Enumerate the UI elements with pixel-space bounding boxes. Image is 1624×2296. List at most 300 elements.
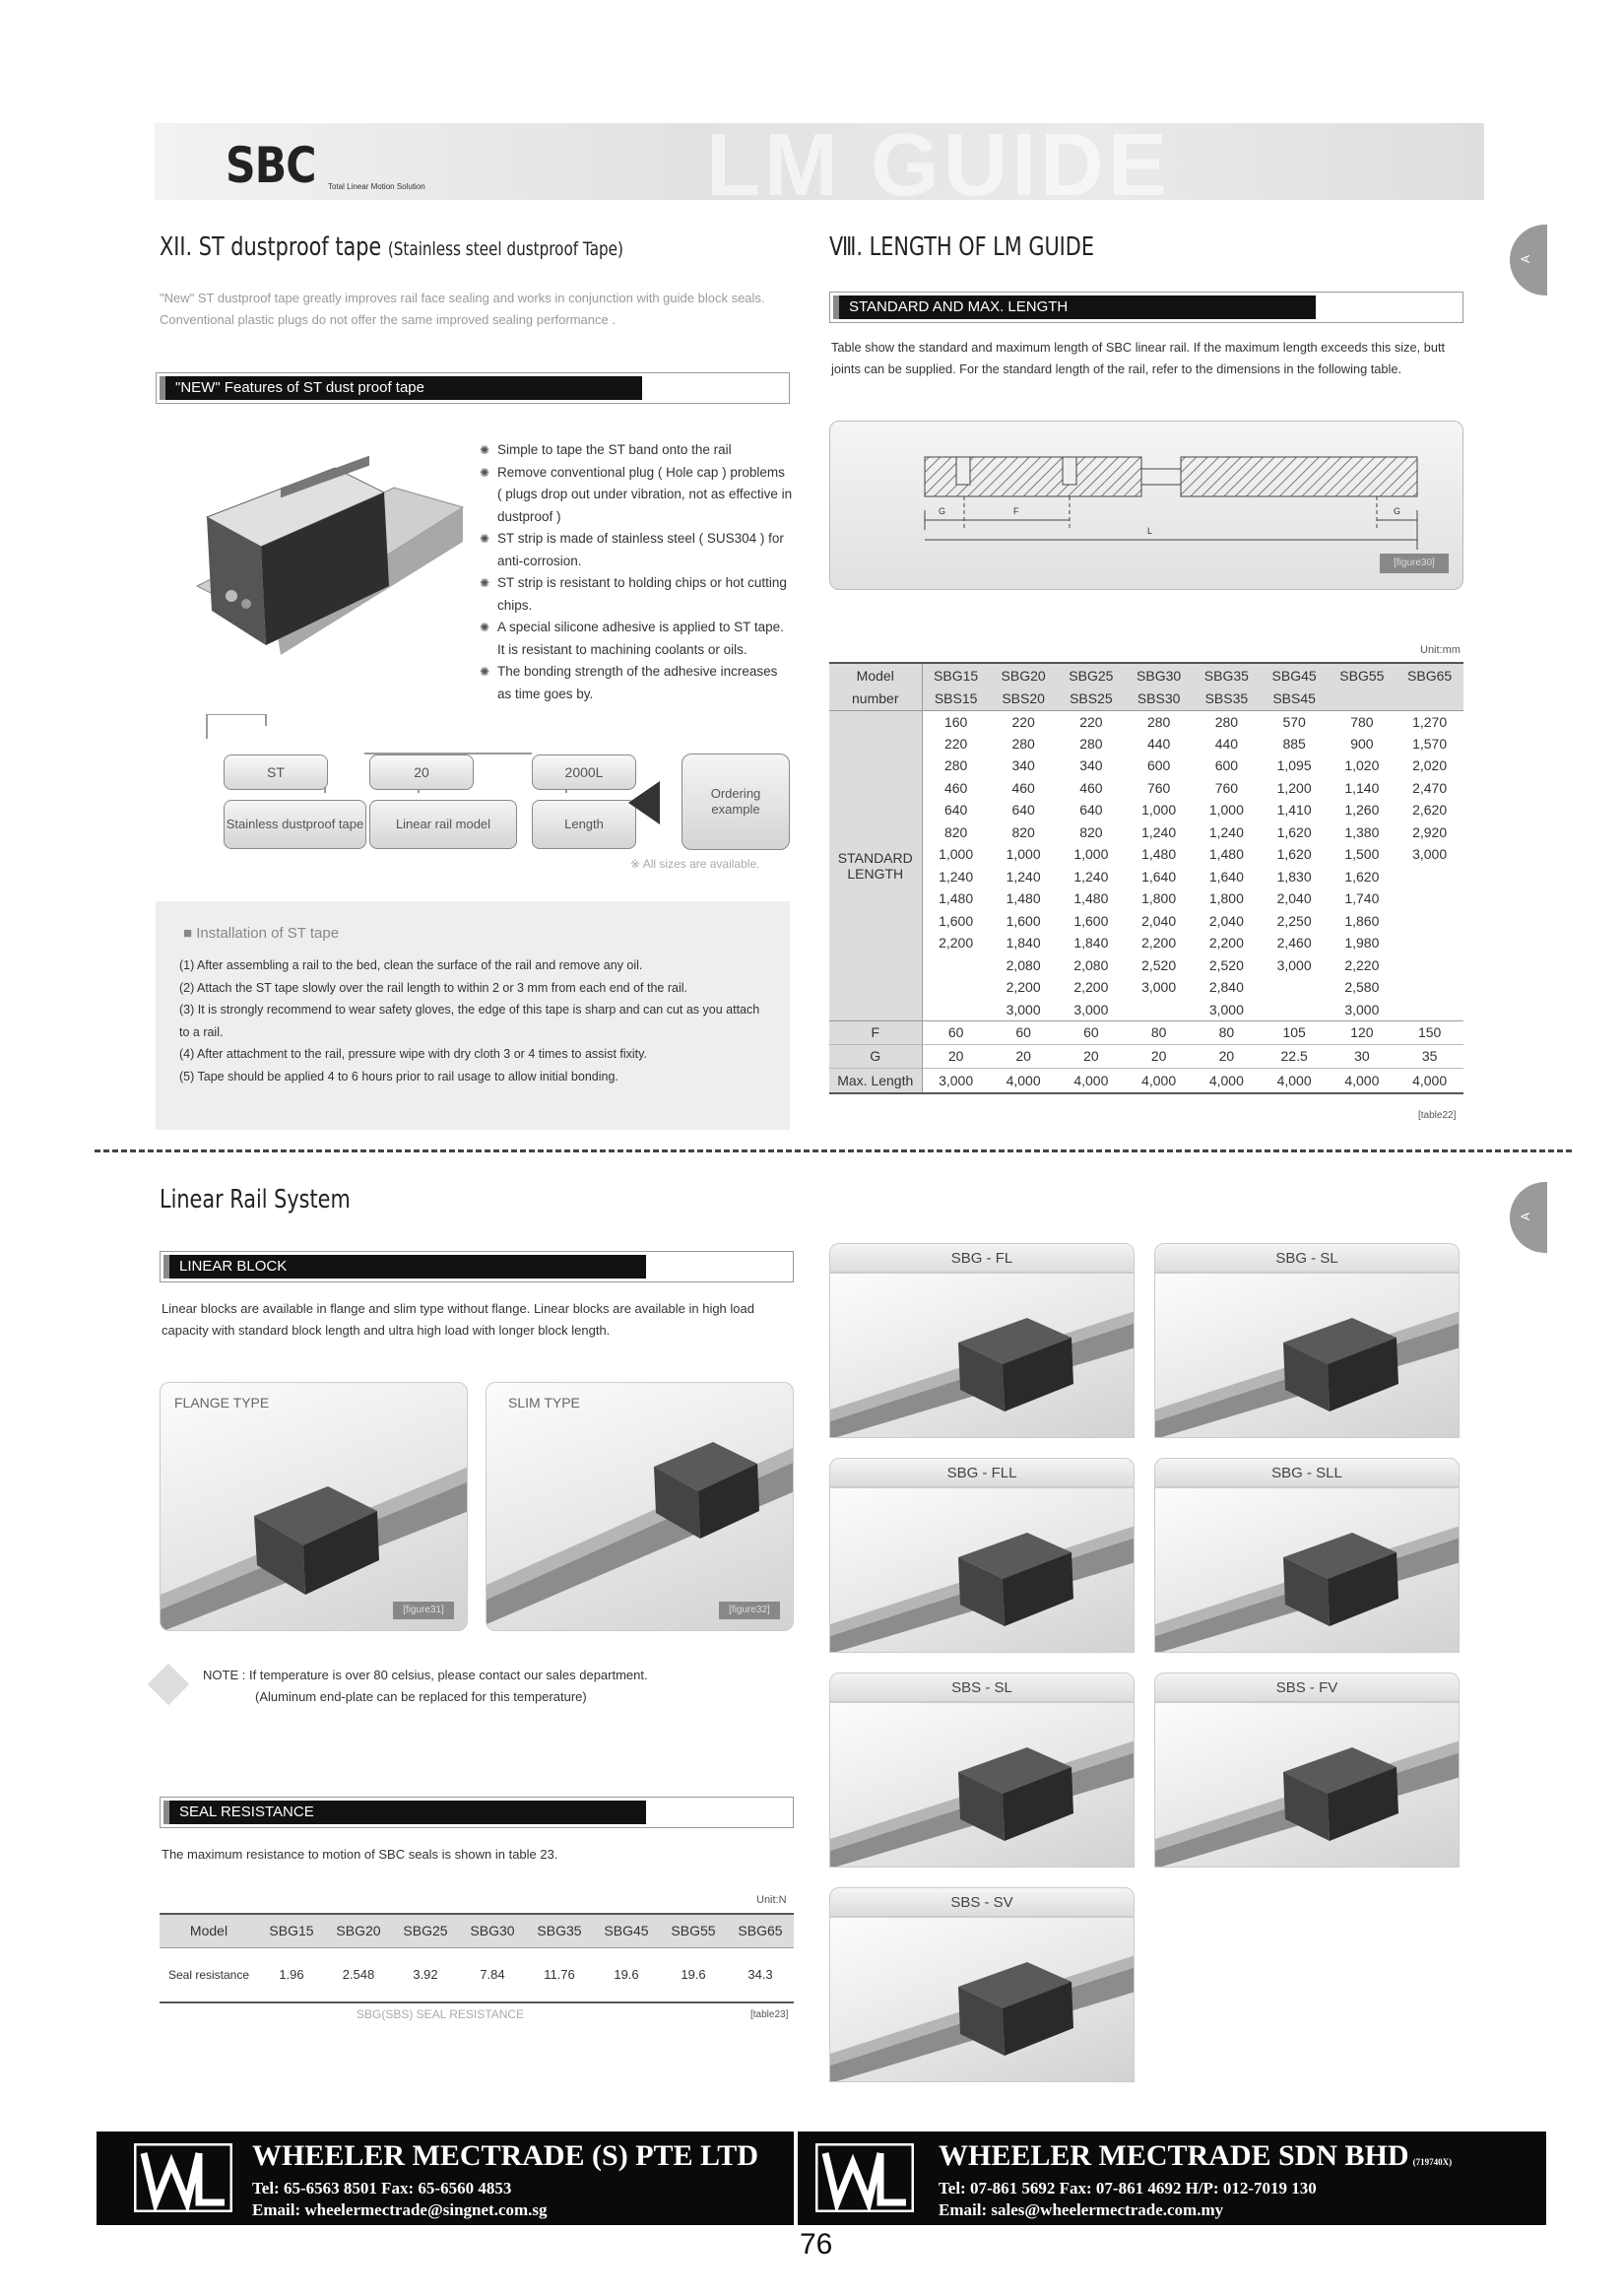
table-cell: 80 [1218,1024,1235,1040]
linear-block-header: LINEAR BLOCK [160,1251,794,1282]
table-cell: 20 [947,1048,964,1064]
table-cell: 2,840 [1208,979,1244,996]
footer-right [798,2132,1546,2225]
order-code-size: 20 [369,754,474,790]
table-cell: 280 [1079,735,1103,752]
table-cell: 1,270 [1412,713,1448,730]
table-cell: 460 [943,779,968,796]
linear-block-image [830,1488,1135,1653]
table-cell: 1,480 [1073,890,1109,907]
order-label-rail: Linear rail model [369,800,517,849]
table-cell: 760 [1146,779,1171,796]
linear-block-image [830,1918,1135,2082]
note-diamond-icon [148,1664,189,1705]
wm-logo-icon [815,2143,914,2212]
feature-item: ✺ Simple to tape the ST band onto the rail [480,439,793,462]
length-unit: Unit:mm [1420,644,1461,656]
product-title: SBS - SV [829,1887,1135,1917]
standard-length-label: STANDARD LENGTH [829,710,922,1020]
table-cell: 1,480 [939,890,974,907]
dim-g-left: G [939,506,946,516]
table-cell: 7.84 [480,1967,505,1983]
order-label-length: Length [532,800,636,849]
table-header-cell: SBG15 [269,1923,314,1939]
product-card [829,1673,1135,1868]
table-cell: 2,040 [1208,912,1244,929]
feature-item: ✺ The bonding strength of the adhesive increases as time goes by. [480,661,793,705]
table-cell: 60 [1083,1024,1099,1040]
table-header-cell: SBG25 [403,1923,448,1939]
table-cell: 280 [1146,713,1171,730]
order-code-length: 2000L [532,754,636,790]
table-cell: 440 [1146,735,1171,752]
table-row [829,687,1463,710]
installation-step: (1) After assembling a rail to the bed, clean the surface of the rail and remove any oil. [179,958,643,972]
st-features-list [480,439,793,705]
table-cell: 885 [1282,735,1306,752]
table-cell: 1,800 [1141,890,1177,907]
table-cell: 640 [1079,802,1103,819]
length-section-title: Ⅷ. LENGTH OF LM GUIDE [829,232,1094,262]
product-photo [1154,1487,1460,1653]
length-intro: Table show the standard and maximum length of SBC linear rail. If the maximum length exceeds this size, butt joints can be supplied. For the standard length of the rail, refer to the dimensions in the following table. [831,340,1446,376]
table-cell: 2,220 [1344,956,1380,973]
table-row [829,954,1463,977]
ordering-note: ※ All sizes are available. [630,857,760,871]
installation-step: (2) Attach the ST tape slowly over the rail length to within 2 or 3 mm from each end of the rail. [179,980,687,995]
table-cell: 2,470 [1412,779,1448,796]
flange-type-figure [160,1382,468,1631]
table-row [829,976,1463,999]
table-cell: 1,620 [1344,868,1380,885]
product-title: SBG - SL [1154,1243,1460,1273]
table-cell: 820 [943,823,968,840]
table-cell: 1,000 [1006,846,1041,863]
table-cell: 160 [943,713,968,730]
figure-label: [figure31] [393,1602,454,1619]
table-cell: 3,000 [1344,1001,1380,1017]
product-photo [829,1702,1135,1868]
table-cell: 1.96 [279,1967,304,1983]
installation-step: (3) It is strongly recommend to wear safety gloves, the edge of this tape is sharp and can cut as you attach to a rail. [179,1003,760,1039]
seal-unit: Unit:N [756,1894,787,1906]
table-cell: 1,800 [1208,890,1244,907]
table-cell: 1,240 [1141,823,1177,840]
table-cell: 2,040 [1276,890,1312,907]
st-tape-block-image [187,448,473,665]
table-cell: 22.5 [1280,1048,1308,1064]
table-cell: 4,000 [1412,1072,1448,1088]
table-cell: 2,200 [1141,935,1177,951]
table-cell [1396,999,1463,1021]
note-prefix: NOTE : [203,1668,246,1682]
linear-block-image [830,1274,1135,1438]
table-header-cell: number [829,687,922,710]
product-card [1154,1243,1460,1438]
table-cell: 1,840 [1073,935,1109,951]
product-photo [829,1487,1135,1653]
table-cell: 570 [1282,713,1306,730]
table-header-cell: SBG45 [1271,667,1317,684]
table-cell: 2,520 [1141,956,1177,973]
table-header-cell: Model [829,663,922,687]
table-cell: 2,620 [1412,802,1448,819]
table-cell [1261,976,1329,999]
table-cell: 4,000 [1073,1072,1109,1088]
table-cell [1396,887,1463,910]
table-cell: 1,620 [1276,823,1312,840]
footer-tel-right: Tel: 07-861 5692 Fax: 07-861 4692 H/P: 012-7019 130 [939,2179,1317,2198]
table-cell: 2,080 [1006,956,1041,973]
ordering-example-box: Ordering example [682,754,790,850]
table-row [829,777,1463,800]
table-header-cell: SBG55 [1339,667,1385,684]
table-cell: 1,570 [1412,735,1448,752]
table-cell: 220 [1011,713,1035,730]
table-header-cell: SBG65 [738,1923,783,1939]
table-cell: 3,000 [1208,1001,1244,1017]
seal-resistance-table [160,1913,794,2003]
table-cell: 1,140 [1344,779,1380,796]
table-row [829,799,1463,821]
table-row [829,932,1463,954]
st-features-header: "NEW" Features of ST dust proof tape [156,372,790,404]
table-cell: 60 [947,1024,964,1040]
table-cell: 2,200 [1073,979,1109,996]
product-photo [1154,1273,1460,1438]
note-line-2: (Aluminum end-plate can be replaced for this temperature) [255,1689,587,1704]
table-cell: 600 [1214,757,1239,774]
st-intro: "New" ST dustproof tape greatly improves rail face sealing and works in conjunction with guide block seals. Conventional plastic plugs do not offer the same improved sealing performance . [160,291,765,327]
table-cell: 4,000 [1276,1072,1312,1088]
page-number: 76 [800,2228,833,2261]
product-card [829,1887,1135,2082]
table-cell: 1,020 [1344,757,1380,774]
arrow-left-icon [628,781,660,824]
table-cell: 1,240 [1006,868,1041,885]
slim-block-image [487,1422,794,1631]
table-header-cell: Model [189,1923,228,1939]
table-cell: 340 [1011,757,1035,774]
table-cell: 20 [1015,1048,1031,1064]
table-cell: 640 [1011,802,1035,819]
table-cell: 60 [1015,1024,1031,1040]
table-cell: 900 [1350,735,1374,752]
table-row [829,821,1463,844]
rail-dimension-drawing [830,422,1464,591]
table-cell: 3,000 [939,1072,974,1088]
table23-label: [table23] [750,2009,789,2020]
footer-email-left[interactable]: Email: wheelermectrade@singnet.com.sg [252,2200,548,2219]
table-row [829,999,1463,1021]
length-table [829,662,1463,1094]
feature-item: ✺ ST strip is made of stainless steel ( SUS304 ) for anti-corrosion. [480,528,793,572]
table-cell: 19.6 [681,1967,706,1983]
table-cell: 2,080 [1073,956,1109,973]
table-row [829,887,1463,910]
table-cell: 1,830 [1276,868,1312,885]
installation-panel [156,901,790,1130]
footer-left [97,2132,794,2225]
row-label: Max. Length [829,1068,922,1093]
table-row [829,754,1463,777]
table-cell: 3.92 [413,1967,438,1983]
table-cell: 2,580 [1344,979,1380,996]
side-index-tab[interactable]: A [1510,225,1547,295]
product-title: SBG - SLL [1154,1458,1460,1487]
table-cell: 280 [1011,735,1035,752]
installation-steps [179,954,770,1087]
product-card [829,1458,1135,1653]
table-row [160,1947,794,2002]
table-cell: 1,095 [1276,757,1312,774]
table-cell [1396,954,1463,977]
table-cell: 3,000 [1073,1001,1109,1017]
table-cell: 3,000 [1141,979,1177,996]
table-header-cell: SBG55 [671,1923,716,1939]
footer-tel-left: Tel: 65-6563 8501 Fax: 65-6560 4853 [252,2179,512,2198]
table-header-cell: SBS25 [1070,689,1113,706]
product-photo [829,1917,1135,2082]
table-cell: 1,640 [1141,868,1177,885]
installation-step: (4) After attachment to the rail, pressure wipe with dry cloth 3 or 4 times to assist fixity. [179,1047,647,1061]
note-line-1: If temperature is over 80 celsius, please contact our sales department. [248,1668,648,1682]
figure-title: FLANGE TYPE [174,1395,270,1410]
st-section-title: XII. ST dustproof tape (Stainless steel dustproof Tape) [160,232,623,262]
table-cell: 1,480 [1141,846,1177,863]
table-cell: 1,500 [1344,846,1380,863]
linear-block-image [830,1703,1135,1868]
table-cell: 1,200 [1276,779,1312,796]
table-cell: 640 [943,802,968,819]
table-header-cell: SBG65 [1407,667,1453,684]
table-cell: 11.76 [544,1967,575,1983]
table-cell: 34.3 [747,1967,773,1983]
table-row [829,1044,1463,1068]
table-cell: 2,250 [1276,912,1312,929]
table-header-cell: SBS15 [934,689,978,706]
table-cell: 1,240 [1073,868,1109,885]
table-cell: 1,000 [1073,846,1109,863]
row-label: F [829,1020,922,1044]
dim-g-right: G [1394,506,1401,516]
table-cell: 2,200 [1006,979,1041,996]
table-cell: 820 [1011,823,1035,840]
side-index-tab-2[interactable]: A [1510,1182,1547,1253]
table-cell: 1,000 [939,846,974,863]
table-row [160,1914,794,1947]
banner-ghost-text: LM GUIDE [706,123,1171,200]
product-title: SBS - SL [829,1673,1135,1702]
table-header-cell: SBS45 [1272,689,1316,706]
product-card [1154,1458,1460,1653]
product-card [829,1243,1135,1438]
table-cell: 220 [1079,713,1103,730]
table-cell: 760 [1214,779,1239,796]
linear-block-image [1155,1488,1460,1653]
table-cell: 440 [1214,735,1239,752]
table-cell [922,976,990,999]
table-cell: 1,980 [1344,935,1380,951]
table-cell: 80 [1150,1024,1167,1040]
table-cell [1396,932,1463,954]
table-cell: 2,920 [1412,823,1448,840]
table-cell: 2,020 [1412,757,1448,774]
seal-resistance-header: SEAL RESISTANCE [160,1797,794,1828]
table-header-cell: SBG25 [1069,667,1114,684]
header-banner [155,123,1484,200]
table-header-cell: SBG45 [604,1923,649,1939]
table-cell: 280 [1214,713,1239,730]
feature-item: ✺ A special silicone adhesive is applied to ST tape. It is resistant to machining coolants or oils. [480,617,793,661]
product-title: SBG - FL [829,1243,1135,1273]
table-cell: 120 [1350,1024,1374,1040]
length-header-bar: STANDARD AND MAX. LENGTH [829,292,1463,323]
table-cell: 2,200 [1208,935,1244,951]
table-cell: 1,840 [1006,935,1041,951]
table-cell: 1,000 [1208,802,1244,819]
table22-label: [table22] [1418,1110,1457,1121]
table-cell [1261,999,1329,1021]
table-row [829,843,1463,866]
flange-block-image [161,1422,468,1631]
table-cell: 3,000 [1412,846,1448,863]
product-photo [1154,1702,1460,1868]
table-cell: 20 [1083,1048,1099,1064]
table-cell [922,954,990,977]
footer-email-right[interactable]: Email: sales@wheelermectrade.com.my [939,2200,1224,2219]
table-cell: 1,600 [1073,912,1109,929]
table-cell: 150 [1417,1024,1442,1040]
table-row [829,710,1463,733]
table-cell: 30 [1354,1048,1370,1064]
linear-block-image [1155,1703,1460,1868]
table-cell: 4,000 [1006,1072,1041,1088]
rail-section-title: Linear Rail System [160,1185,351,1214]
installation-step: (5) Tape should be applied 4 to 6 hours prior to rail usage to allow initial bonding. [179,1069,618,1083]
footer-company-right: WHEELER MECTRADE SDN BHD (719740X) [939,2139,1453,2172]
table-row [829,1068,1463,1093]
feature-item: ✺ Remove conventional plug ( Hole cap ) problems ( plugs drop out under vibration, not as effective in dustproof ) [480,462,793,529]
table-cell: 1,480 [1208,846,1244,863]
temperature-note [203,1665,648,1708]
product-card [1154,1673,1460,1868]
table-row [829,910,1463,933]
table-cell: 1,000 [1141,802,1177,819]
feature-item: ✺ ST strip is resistant to holding chips or hot cutting chips. [480,572,793,617]
table-cell: 1,380 [1344,823,1380,840]
table-cell: 2.548 [342,1967,375,1983]
table-header-cell [1396,687,1463,710]
row-label: Seal resistance [167,1967,250,1982]
table-cell: 4,000 [1344,1072,1380,1088]
linear-block-image [1155,1274,1460,1438]
table-row [829,733,1463,755]
table-header-cell: SBS35 [1204,689,1249,706]
table-header-cell: SBG30 [470,1923,515,1939]
figure-label: [figure32] [719,1602,780,1619]
table-cell: 780 [1350,713,1374,730]
table-cell: 4,000 [1208,1072,1244,1088]
table-header-cell: SBG20 [336,1923,381,1939]
table-cell: 600 [1146,757,1171,774]
table-cell: 105 [1282,1024,1306,1040]
table-cell: 2,460 [1276,935,1312,951]
figure30-label: [figure30] [1380,554,1449,573]
seal-resistance-text: The maximum resistance to motion of SBC seals is shown in table 23. [162,1847,558,1862]
table-cell: 1,600 [1006,912,1041,929]
product-title: SBG - FLL [829,1458,1135,1487]
table-header-cell: SBG35 [1203,667,1249,684]
table-cell: 2,200 [939,935,974,951]
table-cell: 2,520 [1208,956,1244,973]
brand-tagline: Total Linear Motion Solution [328,182,425,191]
order-code-st: ST [224,754,328,790]
table-cell: 1,410 [1276,802,1312,819]
slim-type-figure [486,1382,794,1631]
table-cell: 460 [1011,779,1035,796]
table-cell: 460 [1079,779,1103,796]
brand-logo: SBC [226,137,316,194]
table-cell: 1,600 [939,912,974,929]
table-cell [1396,866,1463,888]
seal-table-caption: SBG(SBS) SEAL RESISTANCE [357,2007,525,2021]
table-row [829,1020,1463,1044]
table-cell: 20 [1218,1048,1235,1064]
section-divider [95,1149,1572,1152]
table-cell: 1,620 [1276,846,1312,863]
table-cell: 1,640 [1208,868,1244,885]
table-cell: 340 [1079,757,1103,774]
table-row [829,866,1463,888]
table-cell: 4,000 [1141,1072,1177,1088]
table-cell: 35 [1421,1048,1438,1064]
rail-dimension-figure [829,421,1463,590]
table-cell [1396,976,1463,999]
order-label-tape: Stainless dustproof tape [224,800,366,849]
table-cell: 1,240 [1208,823,1244,840]
table-cell: 820 [1079,823,1103,840]
table-header-cell: SBG15 [934,667,979,684]
row-label: G [829,1044,922,1068]
table-cell: 3,000 [1276,956,1312,973]
product-photo [829,1273,1135,1438]
table-cell [1396,910,1463,933]
table-header-cell: SBG30 [1137,667,1182,684]
table-row [829,663,1463,687]
table-cell: 20 [1150,1048,1167,1064]
table-cell [922,999,990,1021]
wm-logo-icon [134,2143,232,2212]
figure-title: SLIM TYPE [508,1395,580,1410]
table-header-cell: SBS20 [1002,689,1045,706]
linear-block-text: Linear blocks are available in flange and slim type without flange. Linear blocks are available in high load capacity with standard block length and ultra high load with longer block length. [162,1301,754,1338]
table-cell [1125,999,1193,1021]
table-header-cell: SBG20 [1001,667,1046,684]
table-header-cell: SBG35 [537,1923,582,1939]
table-cell: 220 [943,735,968,752]
table-cell: 1,740 [1344,890,1380,907]
table-header-cell: SBS30 [1137,689,1181,706]
table-cell: 1,860 [1344,912,1380,929]
table-cell: 1,260 [1344,802,1380,819]
table-cell: 1,240 [939,868,974,885]
table-cell: 1,480 [1006,890,1041,907]
product-title: SBS - FV [1154,1673,1460,1702]
table-cell: 280 [943,757,968,774]
table-cell: 2,040 [1141,912,1177,929]
footer-company-left: WHEELER MECTRADE (S) PTE LTD [252,2139,758,2172]
